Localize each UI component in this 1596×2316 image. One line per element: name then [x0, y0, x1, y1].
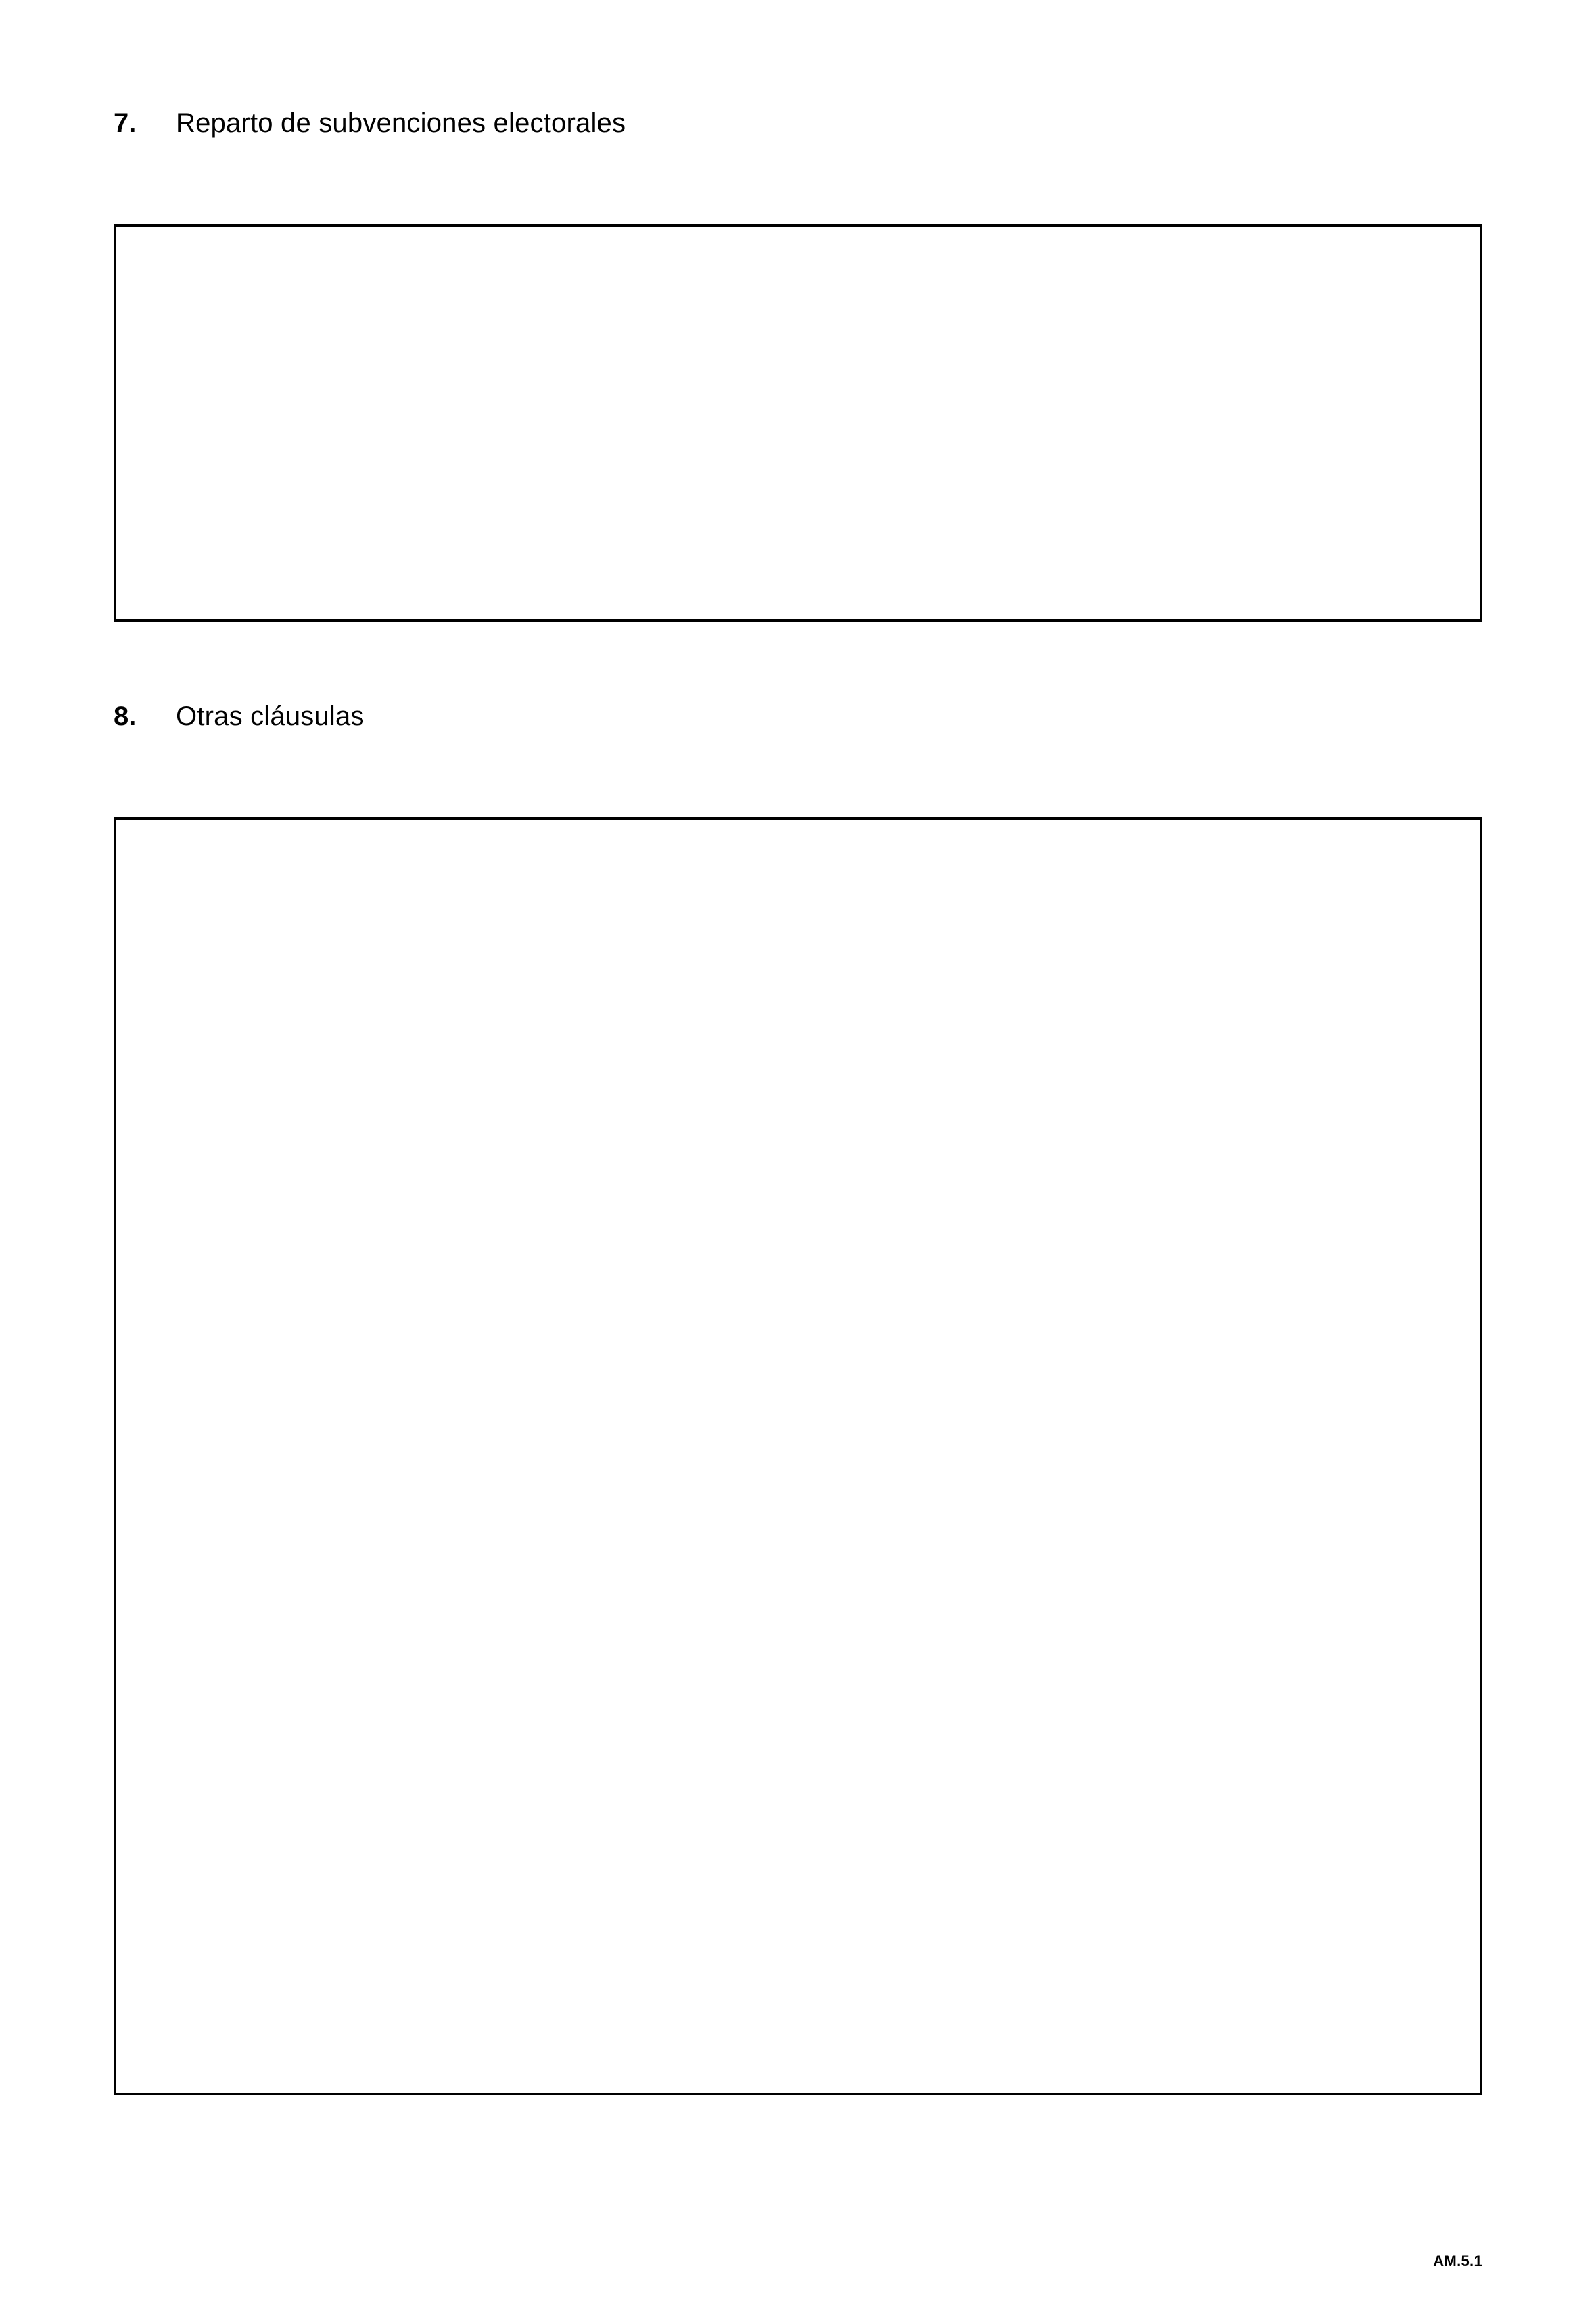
section-heading — [114, 700, 1482, 733]
section-title: Otras cláusulas — [176, 701, 365, 731]
answer-box-section-7[interactable] — [114, 224, 1482, 622]
section-number: 7. — [114, 108, 137, 138]
section-heading — [114, 107, 1482, 139]
section-otras-clausulas — [114, 700, 1482, 2095]
section-number: 8. — [114, 701, 137, 731]
section-title: Reparto de subvenciones electorales — [176, 108, 626, 138]
section-reparto-de-subvenciones-electorales — [114, 107, 1482, 622]
footer-form-code: AM.5.1 — [1433, 2252, 1482, 2269]
answer-box-section-8[interactable] — [114, 817, 1482, 2095]
